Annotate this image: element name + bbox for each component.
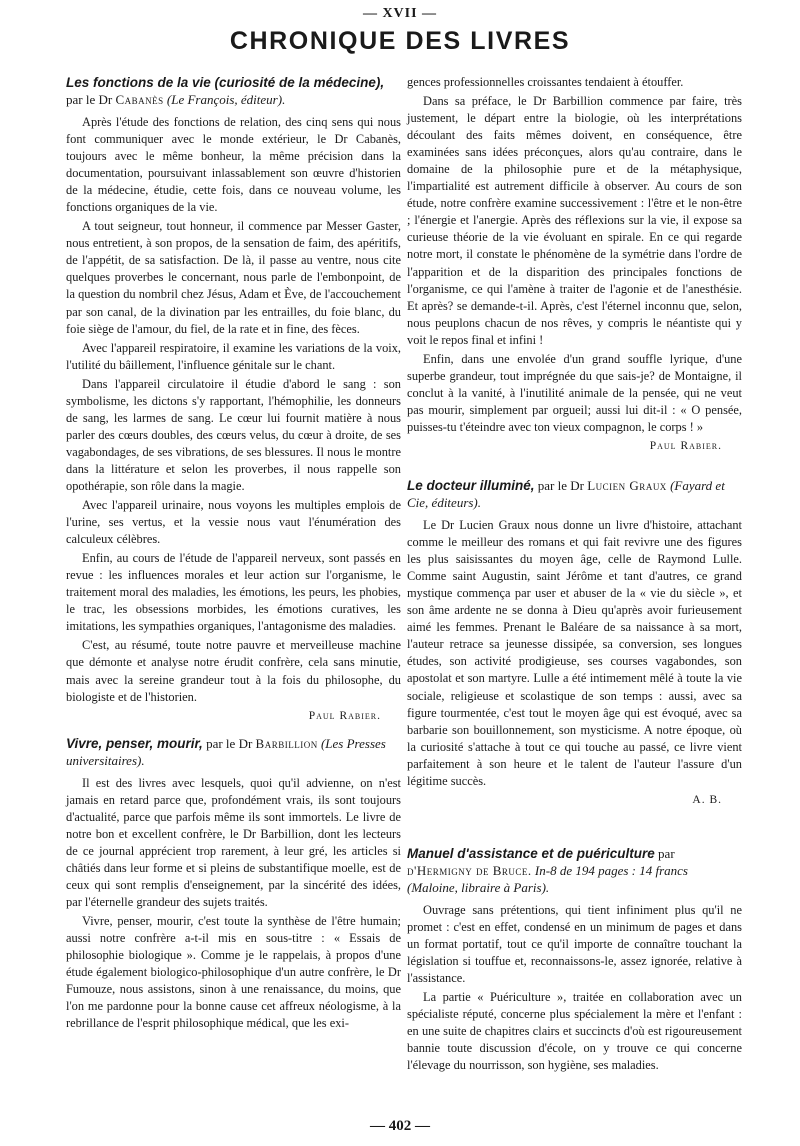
review-heading [407, 477, 742, 511]
paragraph: Avec l'appareil urinaire, nous voyons les multiples emplois de l'urine, ses vertus, et la vessie nous vaut l'énumération des calculeux célèbres. [66, 498, 401, 547]
publisher: (Le François, éditeur). [166, 92, 286, 107]
left-column [66, 74, 401, 1032]
right-column [407, 74, 742, 1074]
paragraph: Enfin, dans une envolée d'un grand souffle lyrique, d'une superbe grandeur, tout imprégnée du que sais-je? de Montaigne, il conclut à la vanité, à l'inutilité animale de la pensée, qui ne veut pas mourir, simplement par orgueil; aussi lui dit-il : « O pensée, puisses-tu t'éteindre avec ton vieux compagnon, le corps ! » [407, 351, 742, 434]
author-title: Dr [98, 92, 113, 107]
paragraph: Avec l'appareil respiratoire, il examine les variations de la voix, l'utilité du bâillement, l'influence génitale sur le chant. [66, 340, 401, 372]
paragraph-continued: gences professionnelles croissantes tendaient à étouffer. [407, 75, 684, 89]
publisher: (Les Presses universitaires). [66, 735, 386, 768]
paragraph: Dans l'appareil circulatoire il étudie d'abord le sang : son symbolisme, les dictons s'y rapportant, l'hémophilie, les donneurs de sang, les larmes de sang. Le cœur lui fournit matière à nous parler des cœurs doubles, des cœurs velus, du cœur à droite, de ses vagabondages, de ses vibrations, de ses blessures. Il nous le montre dans la littérature et selon les proverbes, il nous rappelle son opothérapie, son rôle dans la magie. [66, 376, 401, 493]
author-title: Dr [238, 735, 253, 751]
paragraph: Dans sa préface, le Dr Barbillion commence par faire, très justement, le départ entre la biologie, où les interprétations découlant des faits mêmes doivent, en conséquence, être examinées sans idées préconçues, alors qu'au contraire, dans le domaine de la philosophie pure et de la métaphysique, l'impartialité est autrement difficile à observer. Au cours de son étude, notre confrère examine successivement : l'être et le non-être ; l'énergie et l'anergie. Après des réflexions sur la vie, il expose sa curieuse théorie de la vie évoluant en spirale. En ce qui regarde notre mort, il constate le phénomène de la symétrie dans l'ordre de l'apparition et de la disparition des principales fonctions de l'organisme, ce qui l'amène à traiter de l'agonie et de l'anesthésie. Et après? se demande-t-il. Après, c'est l'éternel inconnu que, selon, nous peuplons chacun de nos rêves, y compris le néantiste qui y voit le repos final et infini ! [407, 94, 742, 347]
author-name: Barbillion [255, 735, 318, 751]
paragraph: Il est des livres avec lesquels, quoi qu'il advienne, on n'est jamais en retard parce que, profondément vrais, ils sont toujours d'actualité, parce que parfois même ils sont immortels. Le livre de notre bon et excellent confrère, le Dr Barbillion, dont les lecteurs de ce journal apprécient trop rarement, à leur gré, les articles si châtiés dans leur forme et si pleins de substantifique moelle, est de ceux qui sont remplis d'enseignement, par la sincérité des idées, par l'éternelle grandeur des sujets traités. [66, 775, 401, 909]
book-title: Les fonctions de la vie (curiosité de la médecine), [66, 75, 385, 90]
paragraph: Vivre, penser, mourir, c'est toute la synthèse de l'être humain; aussi notre confrère a-t-il mis en sous-titre : « Essais de philosophie biologique ». Comme je le rappelais, à propos d'une étude également biologico-philosophique d'un autre confrère, le Dr Fumouze, nous assistons, sinon à une renaissance, du moins, que l'on me pardonne pour la bonne cause cet affreux néologisme, à la rebrillance de l'esprit philosophique médical, que les exi- [66, 914, 401, 1031]
signature: Paul Rabier. [308, 709, 381, 722]
author-name: d'Hermigny de Bruce. [407, 862, 532, 878]
by-label: par le [66, 92, 96, 107]
by-label: par le [206, 735, 236, 751]
author-name: Cabanès [115, 92, 164, 107]
page-number: — 402 — [370, 1118, 430, 1134]
signature: Paul Rabier. [649, 439, 722, 452]
paragraph: A tout seigneur, tout honneur, il commence par Messer Gaster, nous entretient, à son propos, de la sensation de faim, des apéritifs, de l'appétit, de sa satisfaction. De là, il passe au ventre, nous cite quelques proverbes le concernant, nous parle de l'embonpoint, de la question du nombril chez Jésus, Adam et Ève, de l'accouchement par son canal, de la divination par les entrailles, du foie blanc, du foie siège de l'amour, du fiel, de la rate et in fine, des fèces. [66, 219, 401, 336]
paragraph: Le Dr Lucien Graux nous donne un livre d'histoire, attachant comme le meilleur des romans et qui fait revivre une des figures les plus saisissantes du moyen âge, celle de Raymond Lulle. Comme saint Augustin, saint Jérôme et tant d'autres, ce grand mystique commença par user et abuser de la « vie du siècle », et son âme ardente ne se donna à Dieu qu'après avoir furieusement aimé les femmes. Prenant le Baléare de sa naissance à sa mort, l'auteur retrace sa jeunesse dissipée, sa conversion, ses longues études, son activité prodigieuse, ses courses vagabondes, son apostolat et son martyre. Lulle a été intimement mêlé à toute la vie sociale, religieuse et scolastique de son temps : aussi, avec sa figure tourmentée, c'est tout le moyen âge qui est évoqué, avec sa barbarie son bouillonnement, son mysticisme. A notre époque, où la curiosité s'attache à tout ce qui touche au passé, ce livre vient parfaitement à son heure et le talent de l'auteur l'assure d'un légitime succès. [407, 518, 742, 788]
book-title: Le docteur illuminé, [407, 478, 535, 494]
page-title: CHRONIQUE DES LIVRES [229, 27, 571, 55]
review-heading [407, 845, 742, 896]
publisher: (Fayard et Cie, éditeurs). [407, 478, 725, 511]
paragraph: Après l'étude des fonctions de relation, des cinq sens qui nous font communiquer avec le monde extérieur, le Dr Cabanès, toujours avec le même bonheur, la même précision dans la documentation, poursuivant inlassablement son œuvre d'historien de la médecine, étudie, cette fois, dans ce nouveau volume, les fonctions organiques de la vie. [66, 115, 401, 215]
review-heading [66, 735, 401, 769]
book-title: Manuel d'assistance et de puériculture [407, 845, 655, 861]
paragraph: Ouvrage sans prétentions, qui tient infiniment plus qu'il ne promet : c'est en effet, condensé en un minimum de pages et dans un format portatif, tout ce qu'il importe de connaître touchant la législation si touffue et, reconnaissons-le, assez ignorée, relative à l'assistance. [407, 902, 742, 986]
paragraph: La partie « Puériculture », traitée en collaboration avec un spécialiste réputé, concerne plus spécialement la mère et l'enfant : en une suite de chapitres clairs et succincts d'où est rigoureusement bannie toute discussion d'école, on y trouve ce qui concerne l'élevage du nourrisson, son hygiène, ses maladies. [407, 990, 742, 1073]
author-name: Lucien Graux [587, 478, 667, 494]
by-label: par le [537, 478, 568, 494]
page-roman-numeral: — XVII — [362, 6, 438, 21]
book-title: Vivre, penser, mourir, [66, 735, 203, 751]
review-heading [66, 74, 401, 108]
signature: A. B. [692, 793, 722, 806]
paragraph: Enfin, au cours de l'étude de l'appareil nerveux, sont passés en revue : les influences morales et leur action sur l'organisme, le traitement moral des maladies, les émotions, les peurs, les phobies, le trac, les obsessions morbides, les émotions curatives, les imitations, les sympathies organiques, l'antagonisme des maladies. [66, 551, 401, 634]
author-title: Dr [570, 478, 584, 494]
paragraph: C'est, au résumé, toute notre pauvre et merveilleuse machine que démonte et analyse notre érudit confrère, cela sans minutie, mais avec la sereine grandeur tout à la fois du philosophe, du biologiste et de l'historien. [66, 638, 401, 704]
by-label: par [658, 845, 675, 861]
publisher: In-8 de 194 pages : 14 francs (Maloine, libraire à Paris). [407, 862, 688, 895]
